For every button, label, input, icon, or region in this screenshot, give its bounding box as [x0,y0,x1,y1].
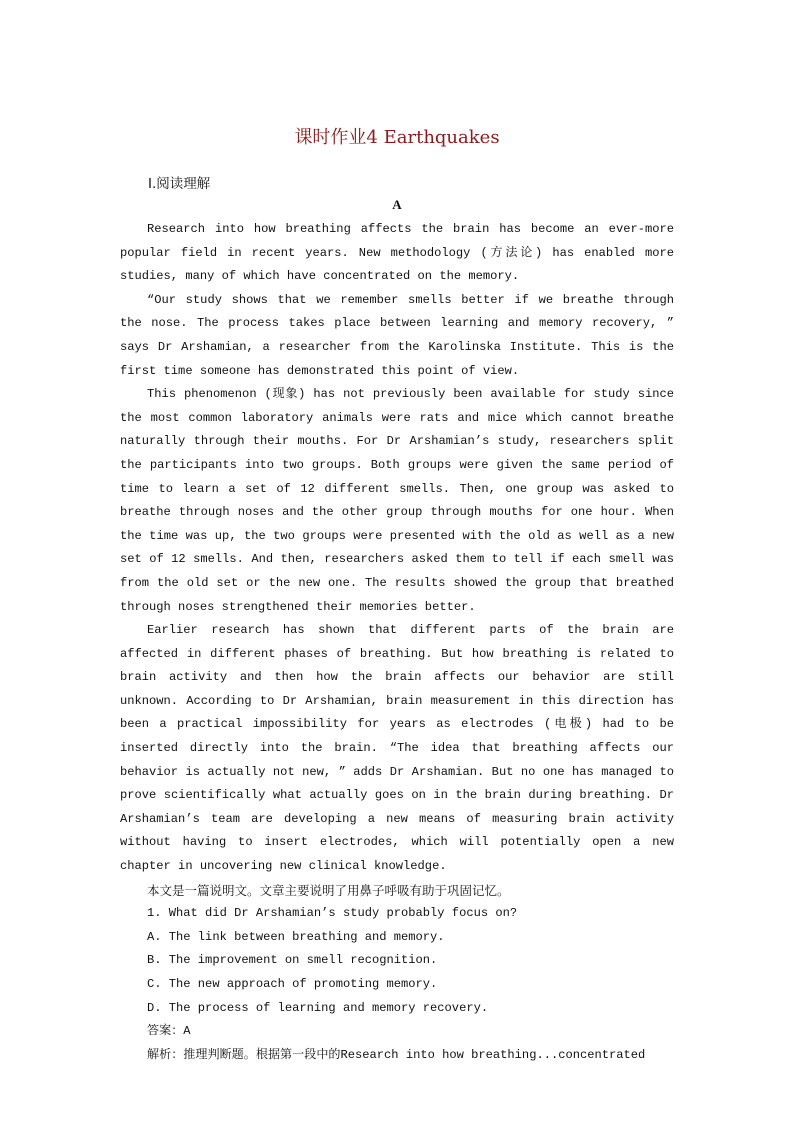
question-stem: 1. What did Dr Arshamian’s study probably focus on? [147,906,518,921]
passage-body [120,218,674,1067]
answer-text: 答案：A [147,1024,191,1039]
option-c: C. The new approach of promoting memory. [147,977,438,991]
paragraph: “Our study shows that we remember smells better if we breathe through the nose. The process takes place between learning and memory recovery, ” says Dr Arshamian, a researcher from the Karolinska Institute. This is the first time someone has demonstrated this point of view. [120,292,674,378]
option-b: B. The improvement on smell recognition. [147,953,438,968]
option-d: D. The process of learning and memory recovery. [147,1000,489,1015]
option-a: A. The link between breathing and memory. [147,929,445,944]
paragraph: This phenomenon (现象) has not previously been available for study since the most common laboratory animals were rats and mice which cannot breathe naturally through their mouths. For Dr Arshamian’s study, researchers split the participants into two groups. Both groups were given the same period of time to learn a set of 12 different smells. Then, one group was asked to breathe through noses and the other group through mouths for one hour. When the time was up, the two groups were presented with the old as well as a new set of 12 smells. And then, researchers asked them to tell if each smell was from the old set or the new one. The results showed the group that breathed through noses strengthened their memories better. [120,387,674,614]
paragraph: Research into how breathing affects the brain has become an ever-more popular field in recent years. New methodology (方法论) has enabled more studies, many of which have concentrated on the memory. [120,222,674,284]
analysis-text: 解析：推理判断题。根据第一段中的Research into how breathing...concentrated [147,1047,646,1062]
passage-label: A [392,197,402,212]
page-title: 课时作业4 Earthquakes [294,127,500,148]
paragraph: Earlier research has shown that different parts of the brain are affected in different phases of breathing. But how breathing is related to brain activity and then how the brain affects our behavior are still unknown. According to Dr Arshamian, brain measurement in this direction has been a practical impossibility for years as electrodes (电极) had to be inserted directly into the brain. “The idea that breathing affects our behavior is actually not new, ” adds Dr Arshamian. But no one has managed to prove scientifically what actually goes on in the brain during breathing. Dr Arshamian’s team are developing a new means of measuring brain activity without having to insert electrodes, which will potentially open a new chapter in uncovering new clinical knowledge. [120,623,674,874]
section-label: Ⅰ.阅读理解 [148,176,211,192]
summary-text: 本文是一篇说明文。文章主要说明了用鼻子呼吸有助于巩固记忆。 [147,882,510,898]
